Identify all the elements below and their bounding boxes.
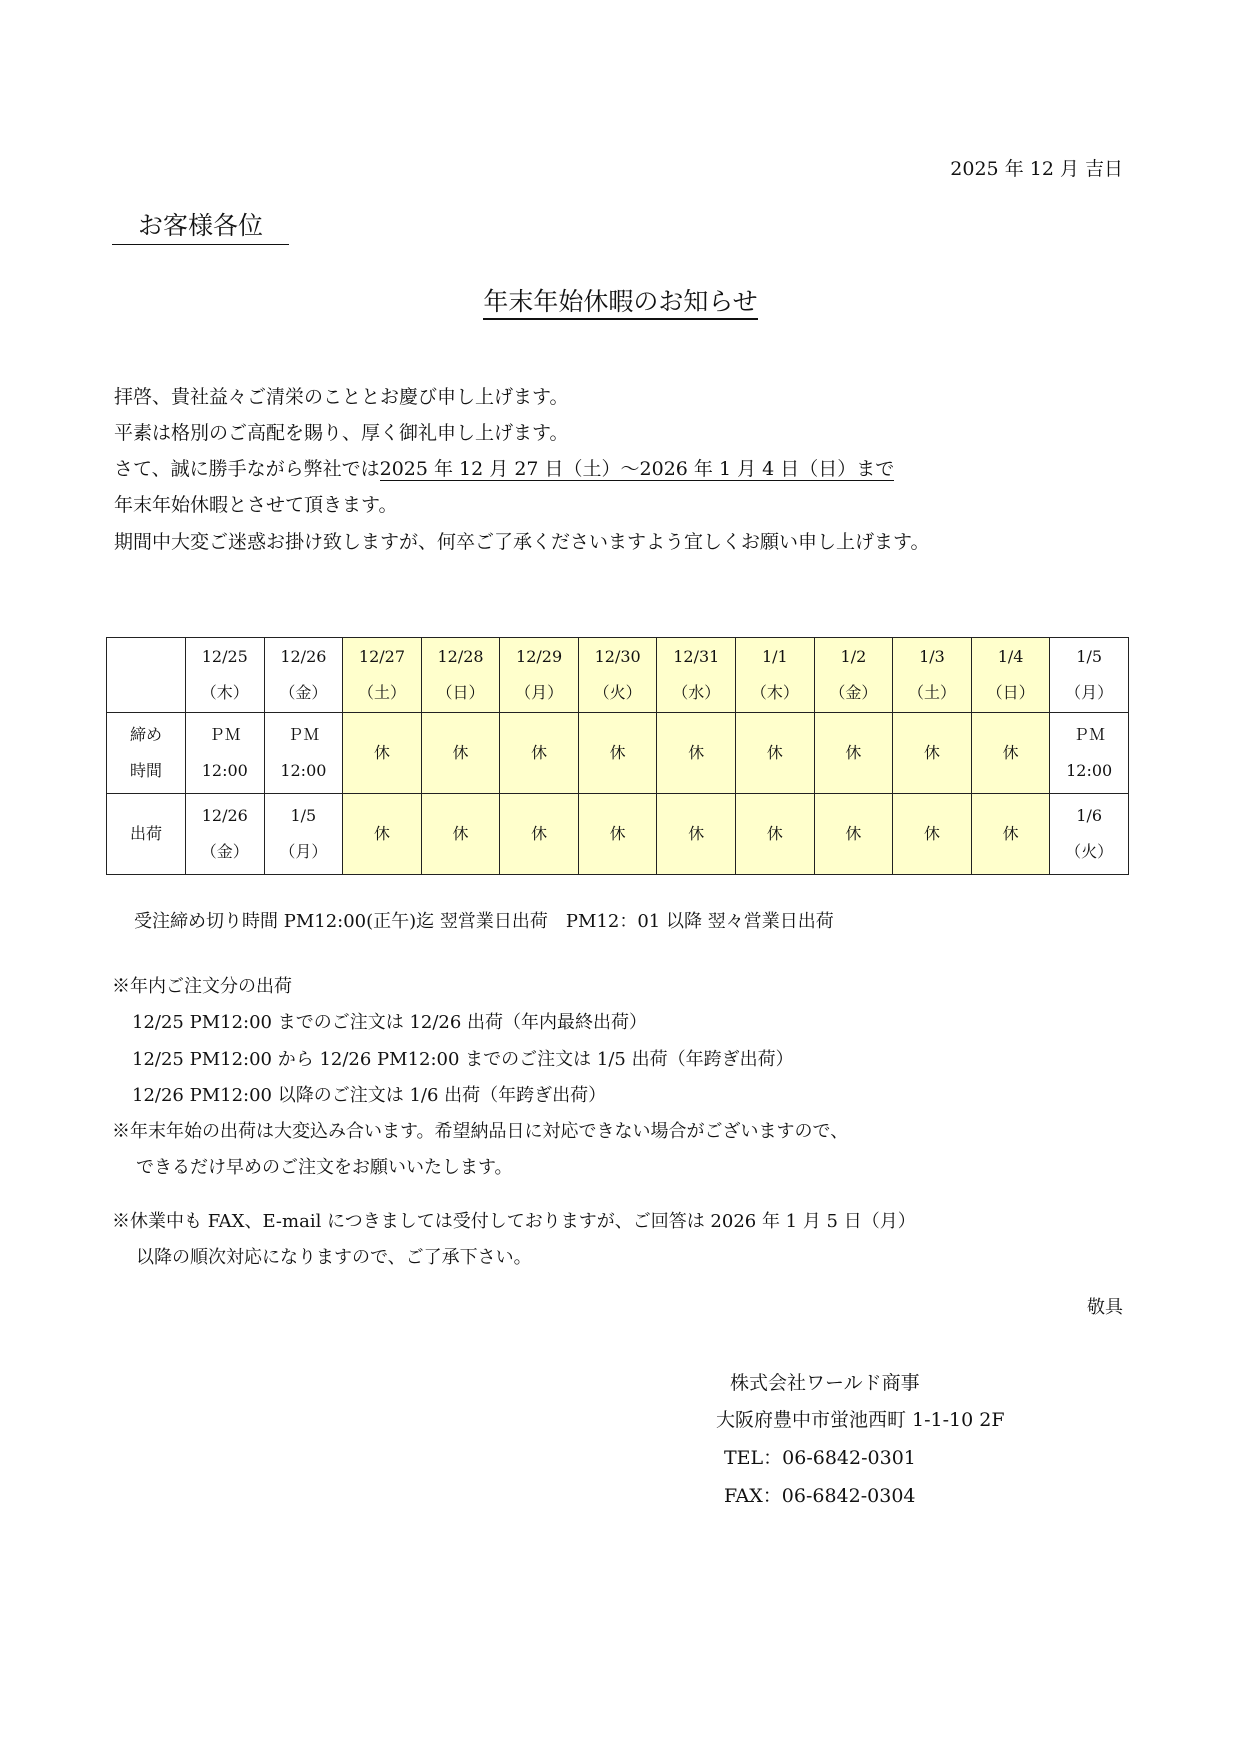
weekday-text: （金） xyxy=(829,683,878,702)
fax-note-line-1: ※休業中も FAX、E-mail につきましては受付しておりますが、ご回答は 2026 年 1 月 5 日（月） xyxy=(112,1211,916,1232)
date-header-cell xyxy=(1050,638,1129,713)
shipping-cell-text: 休 xyxy=(609,824,626,843)
shipping-cell xyxy=(736,794,815,875)
document-date: 2025 年 12 月 吉日 xyxy=(950,158,1123,180)
shipping-cell xyxy=(421,794,500,875)
cutoff-cell xyxy=(264,713,343,794)
shipping-cell-text: （火） xyxy=(1065,842,1114,861)
weekday-text: （木） xyxy=(750,683,799,702)
date-text: 12/31 xyxy=(673,647,720,666)
cutoff-cell xyxy=(578,713,657,794)
cutoff-cell-text: 休 xyxy=(845,743,862,762)
shipping-cell-text: 休 xyxy=(531,824,548,843)
cutoff-cell-text: ＰＭ xyxy=(1073,725,1106,744)
cutoff-cell-text: 休 xyxy=(688,743,705,762)
date-header-cell xyxy=(971,638,1050,713)
weekday-text: （火） xyxy=(593,683,642,702)
shipping-cell xyxy=(893,794,972,875)
shipping-cell-text: 休 xyxy=(688,824,705,843)
cutoff-cell xyxy=(814,713,893,794)
shipping-cell-text: 1/6 xyxy=(1076,806,1103,825)
date-header-cell xyxy=(343,638,422,713)
shipping-cell-text: （金） xyxy=(200,842,249,861)
date-text: 12/26 xyxy=(280,647,327,666)
shipping-cell xyxy=(971,794,1050,875)
cutoff-cell-text: 休 xyxy=(609,743,626,762)
weekday-text: （月） xyxy=(515,683,564,702)
date-text: 12/28 xyxy=(437,647,484,666)
company-name: 株式会社ワールド商事 xyxy=(730,1372,920,1394)
greeting-line-3-prefix: さて、誠に勝手ながら弊社では xyxy=(114,458,380,480)
cutoff-cell xyxy=(971,713,1050,794)
date-header-cell xyxy=(657,638,736,713)
date-header-cell xyxy=(186,638,265,713)
date-text: 1/4 xyxy=(997,647,1024,666)
date-header-cell xyxy=(736,638,815,713)
year-end-item: 12/26 PM12:00 以降のご注文は 1/6 出荷（年跨ぎ出荷） xyxy=(132,1085,607,1106)
weekday-text: （木） xyxy=(200,683,249,702)
schedule-header-row xyxy=(107,638,1129,713)
date-header-cell xyxy=(264,638,343,713)
date-header-cell xyxy=(500,638,579,713)
shipping-row-label: 出荷 xyxy=(107,794,186,875)
shipping-cell xyxy=(186,794,265,875)
cutoff-note: 受注締め切り時間 PM12:00(正午)迄 翌営業日出荷 PM12：01 以降 翌々営業日出荷 xyxy=(134,911,834,932)
cutoff-label-line-2: 時間 xyxy=(129,761,162,780)
cutoff-row-label xyxy=(107,713,186,794)
weekday-text: （土） xyxy=(907,683,956,702)
weekday-text: （月） xyxy=(1065,683,1114,702)
weekday-text: （日） xyxy=(986,683,1035,702)
shipping-cell xyxy=(1050,794,1129,875)
date-header-cell xyxy=(578,638,657,713)
date-text: 12/29 xyxy=(516,647,563,666)
cutoff-cell-text: 休 xyxy=(1002,743,1019,762)
date-header-cell xyxy=(893,638,972,713)
cutoff-cell xyxy=(500,713,579,794)
shipping-cell xyxy=(578,794,657,875)
cutoff-cell-text: 12:00 xyxy=(1066,761,1113,780)
cutoff-cell xyxy=(736,713,815,794)
corner-cell xyxy=(107,638,186,713)
addressee: お客様各位 xyxy=(112,208,289,245)
shipping-cell xyxy=(500,794,579,875)
page-title xyxy=(0,282,1241,318)
shipping-cell-text: 12/26 xyxy=(201,806,248,825)
busy-note-line-1: ※年末年始の出荷は大変込み合います。希望納品日に対応できない場合がございますので、 xyxy=(112,1121,849,1142)
title-text: 年末年始休暇のお知らせ xyxy=(483,287,757,320)
cutoff-cell-text: 休 xyxy=(452,743,469,762)
schedule-shipping-row xyxy=(107,794,1129,875)
date-text: 1/1 xyxy=(761,647,788,666)
company-tel: TEL：06-6842-0301 xyxy=(724,1447,916,1469)
date-text: 1/5 xyxy=(1076,647,1103,666)
date-text: 1/2 xyxy=(840,647,867,666)
shipping-cell-text: 休 xyxy=(923,824,940,843)
cutoff-cell xyxy=(1050,713,1129,794)
shipping-cell-text: 休 xyxy=(766,824,783,843)
year-end-item: 12/25 PM12:00 までのご注文は 12/26 出荷（年内最終出荷） xyxy=(132,1012,648,1033)
date-text: 12/30 xyxy=(594,647,641,666)
shipping-cell xyxy=(657,794,736,875)
date-text: 1/3 xyxy=(919,647,945,666)
shipping-cell xyxy=(814,794,893,875)
cutoff-cell-text: 12:00 xyxy=(280,761,327,780)
date-text: 12/27 xyxy=(358,647,405,666)
greeting-line-5: 期間中大変ご迷惑お掛け致しますが、何卒ご了承くださいますよう宜しくお願い申し上げます。 xyxy=(114,531,930,553)
cutoff-cell-text: ＰＭ xyxy=(208,725,241,744)
date-text: 12/25 xyxy=(201,647,248,666)
date-header-cell xyxy=(814,638,893,713)
cutoff-cell-text: ＰＭ xyxy=(287,725,320,744)
weekday-text: （日） xyxy=(436,683,485,702)
schedule-table xyxy=(106,637,1129,875)
year-end-heading: ※年内ご注文分の出荷 xyxy=(112,976,292,997)
shipping-cell xyxy=(264,794,343,875)
weekday-text: （金） xyxy=(279,683,328,702)
weekday-text: （土） xyxy=(357,683,406,702)
greeting-line-1: 拝啓、貴社益々ご清栄のこととお慶び申し上げます。 xyxy=(114,386,569,408)
fax-note-line-2: 以降の順次対応になりますので、ご了承下さい。 xyxy=(136,1247,532,1268)
cutoff-cell-text: 休 xyxy=(923,743,940,762)
shipping-cell xyxy=(343,794,422,875)
greeting-line-4: 年末年始休暇とさせて頂きます。 xyxy=(114,494,398,516)
cutoff-label-line-1: 締め xyxy=(129,725,162,744)
cutoff-cell xyxy=(893,713,972,794)
cutoff-cell-text: 休 xyxy=(766,743,783,762)
cutoff-cell-text: 休 xyxy=(373,743,390,762)
company-fax: FAX：06-6842-0304 xyxy=(724,1485,916,1507)
busy-note-line-2: できるだけ早めのご注文をお願いいたします。 xyxy=(136,1157,513,1178)
closing-word: 敬具 xyxy=(1087,1297,1123,1318)
shipping-cell-text: 休 xyxy=(452,824,469,843)
year-end-item: 12/25 PM12:00 から 12/26 PM12:00 までのご注文は 1/5 出荷（年跨ぎ出荷） xyxy=(132,1049,794,1070)
shipping-cell-text: 休 xyxy=(373,824,390,843)
shipping-cell-text: 休 xyxy=(1002,824,1019,843)
cutoff-cell-text: 12:00 xyxy=(201,761,248,780)
cutoff-cell xyxy=(421,713,500,794)
greeting-line-3 xyxy=(114,454,894,481)
schedule-cutoff-row xyxy=(107,713,1129,794)
cutoff-cell xyxy=(343,713,422,794)
shipping-cell-text: 1/5 xyxy=(290,806,317,825)
cutoff-cell xyxy=(186,713,265,794)
company-address: 大阪府豊中市蛍池西町 1-1-10 2F xyxy=(716,1409,1005,1431)
cutoff-cell xyxy=(657,713,736,794)
shipping-cell-text: 休 xyxy=(845,824,862,843)
holiday-period: 2025 年 12 月 27 日（土）～2026 年 1 月 4 日（日）まで xyxy=(379,458,895,480)
date-header-cell xyxy=(421,638,500,713)
greeting-line-2: 平素は格別のご高配を賜り、厚く御礼申し上げます。 xyxy=(114,422,569,444)
shipping-cell-text: （月） xyxy=(279,842,328,861)
cutoff-cell-text: 休 xyxy=(531,743,548,762)
weekday-text: （水） xyxy=(672,683,721,702)
